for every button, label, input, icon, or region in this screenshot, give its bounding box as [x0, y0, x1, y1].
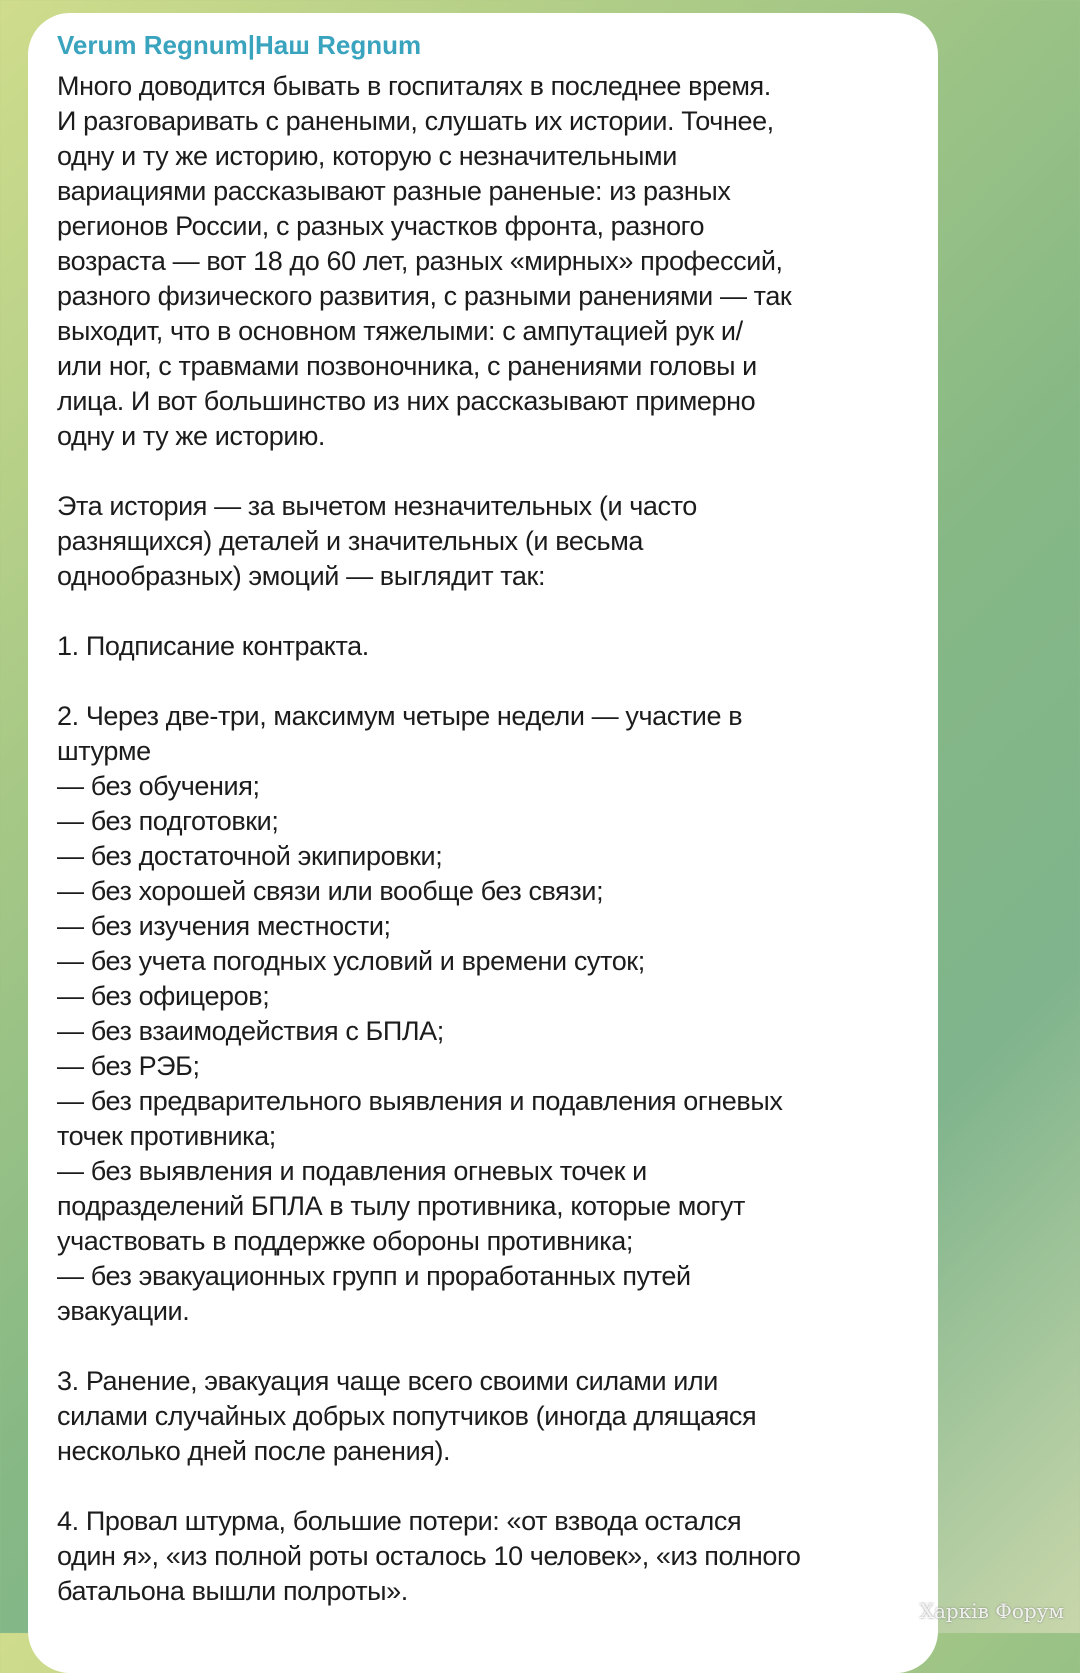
message-line: — без учета погодных условий и времени суток;	[57, 946, 645, 976]
message-line: — без обучения;	[57, 771, 260, 801]
message-line: — без офицеров;	[57, 981, 270, 1011]
paragraph-gap	[57, 1329, 938, 1364]
message-line: одну и ту же историю.	[57, 421, 326, 451]
message-line: 2. Через две-три, максимум четыре недели — участие в	[57, 701, 743, 731]
paragraph-gap	[57, 1469, 938, 1504]
message-line: батальона вышли полроты».	[57, 1576, 408, 1606]
channel-name[interactable]: Verum Regnum|Наш Regnum	[57, 30, 422, 60]
message-text	[57, 69, 938, 1609]
message-line: — без изучения местности;	[57, 911, 391, 941]
message-line: 1. Подписание контракта.	[57, 631, 369, 661]
message-line: подразделений БПЛА в тылу противника, которые могут	[57, 1191, 745, 1221]
message-line: разного физического развития, с разными ранениями — так	[57, 281, 792, 311]
message-line: лица. И вот большинство из них рассказывают примерно	[57, 386, 756, 416]
message-line: регионов России, с разных участков фронта, разного	[57, 211, 705, 241]
message-line: — без РЭБ;	[57, 1051, 200, 1081]
message-line: — без хорошей связи или вообще без связи;	[57, 876, 604, 906]
message-line: разнящихся) деталей и значительных (и весьма	[57, 526, 643, 556]
paragraph-gap	[57, 664, 938, 699]
watermark: Харків Форум	[919, 1599, 1064, 1623]
message-line: или ног, с травмами позвоночника, с ранениями головы и	[57, 351, 757, 381]
message-line: — без выявления и подавления огневых точек и	[57, 1156, 647, 1186]
message-line: Эта история — за вычетом незначительных (и часто	[57, 491, 697, 521]
message-line: И разговаривать с ранеными, слушать их истории. Точнее,	[57, 106, 774, 136]
message-line: одну и ту же историю, которую с незначительными	[57, 141, 677, 171]
message-line: — без взаимодействия с БПЛА;	[57, 1016, 444, 1046]
message-line: эвакуации.	[57, 1296, 190, 1326]
message-line: силами случайных добрых попутчиков (иногда длящаяся	[57, 1401, 757, 1431]
message-line: возраста — вот 18 до 60 лет, разных «мирных» профессий,	[57, 246, 783, 276]
message-line: выходит, что в основном тяжелыми: с ампутацией рук и/	[57, 316, 743, 346]
message-line: 4. Провал штурма, большие потери: «от взвода остался	[57, 1506, 742, 1536]
paragraph-gap	[57, 454, 938, 489]
message-bubble	[28, 13, 938, 1673]
message-line: один я», «из полной роты осталось 10 человек», «из полного	[57, 1541, 801, 1571]
message-line: однообразных) эмоций — выглядит так:	[57, 561, 546, 591]
message-line: точек противника;	[57, 1121, 276, 1151]
message-line: участвовать в поддержке обороны противника;	[57, 1226, 633, 1256]
message-line: Много доводится бывать в госпиталях в последнее время.	[57, 71, 771, 101]
message-line: несколько дней после ранения).	[57, 1436, 451, 1466]
paragraph-gap	[57, 594, 938, 629]
message-line: — без эвакуационных групп и проработанных путей	[57, 1261, 691, 1291]
message-line: — без предварительного выявления и подавления огневых	[57, 1086, 783, 1116]
message-line: вариациями рассказывают разные раненые: из разных	[57, 176, 731, 206]
message-line: — без подготовки;	[57, 806, 279, 836]
message-line: 3. Ранение, эвакуация чаще всего своими силами или	[57, 1366, 718, 1396]
message-line: — без достаточной экипировки;	[57, 841, 443, 871]
message-line: штурме	[57, 736, 151, 766]
